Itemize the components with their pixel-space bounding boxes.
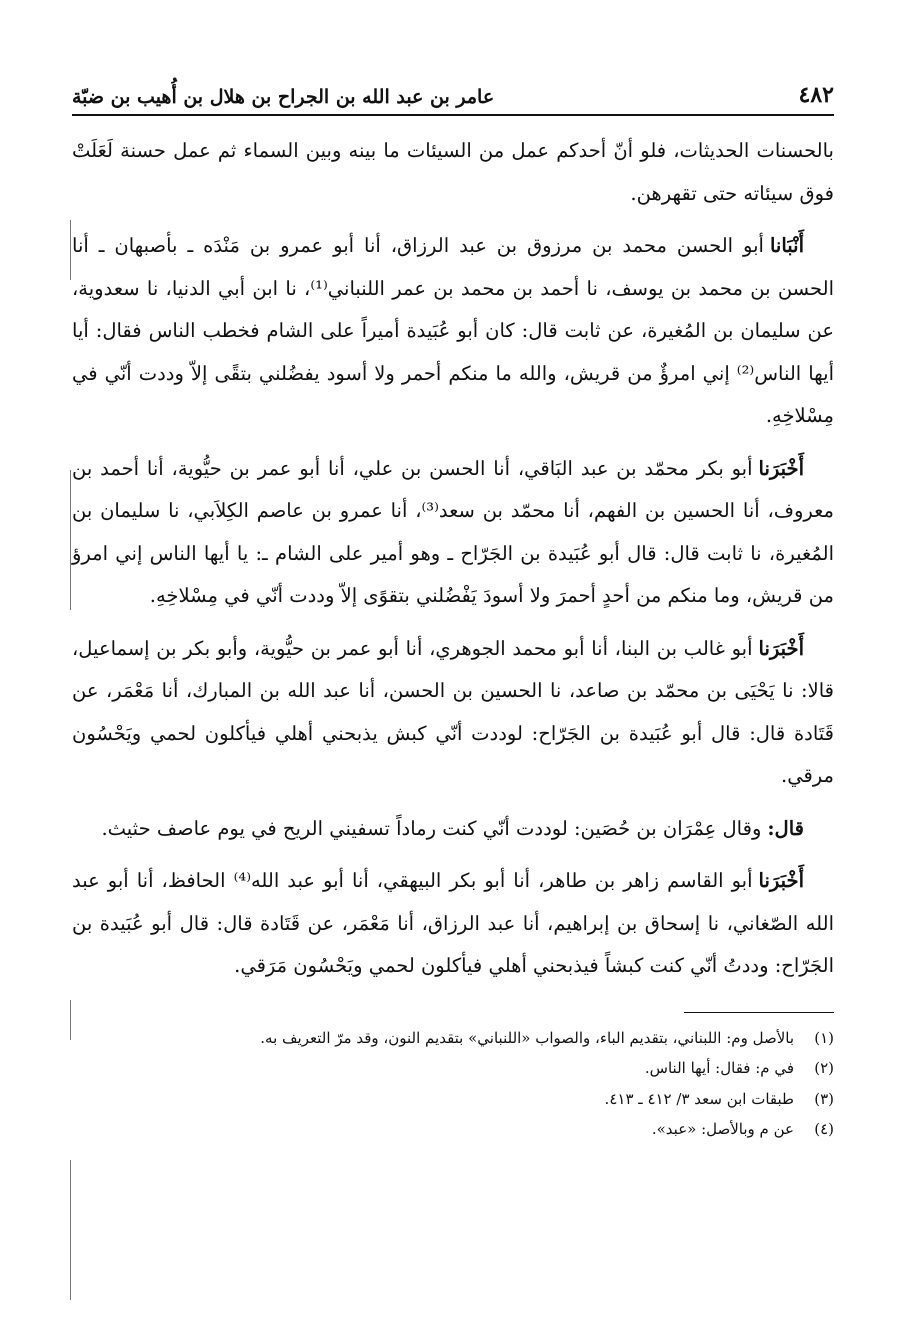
footnote-2-number: (٢)	[814, 1059, 834, 1077]
paragraph-4-text: أبو غالب بن البنا، أنا أبو محمد الجوهري، أنا أبو عمر بن حيُّوية، وأبو بكر بن إسماعيل، قالا: نا يَحْيَى بن محمّد بن صاعد، نا الحسين بن الحسن، أنا عبد الله بن المبارك، أنا مَعْمَر، عن قَتَادة قال: قال أبو عُبَيدة بن الجَرّاح: لوددت أنّي كبش يذبحني أهلي فيأكلون لحمي ويَحْسُون مرقي.	[72, 636, 834, 787]
running-title: عامر بن عبد الله بن الجراح بن هلال بن أُهيب بن ضبّة	[72, 86, 495, 108]
paragraph-4-lead: أَخْبَرَنا	[758, 636, 804, 660]
paragraph-5	[72, 808, 834, 851]
paragraph-3	[72, 448, 834, 618]
paragraph-3-text: أبو بكر محمّد بن عبد البَاقي، أنا الحسن بن علي، أنا أبو عمر بن حيُّوية، أنا أحمد بن معروف، أنا الحسين بن الفهم، أنا محمّد بن سعد⁽³⁾، أنا عمرو بن عاصم الكِلاَبي، نا سليمان بن المُغيرة، نا ثابت قال: قال أبو عُبَيدة بن الجَرّاح ـ وهو أمير على الشام ـ: يا أيها الناس إني امرؤ من قريش، وما منكم من أحدٍ أحمرَ ولا أسودَ يَفْضُلني بتقوًى إلاّ وددت أنّي في مِسْلاخِهِ.	[72, 456, 834, 607]
footnote-divider	[684, 1012, 834, 1013]
footnote-1	[72, 1023, 834, 1054]
paragraph-6-lead: أَخْبَرَنا	[758, 869, 804, 892]
footnote-4-text: عن م وبالأصل: «عبد».	[651, 1120, 794, 1138]
page-header	[72, 70, 834, 116]
paragraph-5-text: وقال عِمْرَان بن حُصَين: لوددت أنّي كنت رماداً تسفيني الريح في يوم عاصف حثيث.	[101, 816, 762, 840]
scan-margin-mark	[70, 220, 71, 280]
footnote-4	[72, 1114, 834, 1145]
body-text	[72, 130, 834, 988]
paragraph-5-lead: قال:	[767, 816, 804, 840]
paragraph-3-lead: أَخْبَرَنا	[758, 456, 804, 480]
page-number: ٤٨٢	[798, 82, 834, 108]
paragraph-2	[72, 225, 834, 438]
footnote-3-text: طبقات ابن سعد ٣/ ٤١٢ ـ ٤١٣.	[604, 1089, 794, 1108]
paragraph-2-text: أبو الحسن محمد بن مرزوق بن عبد الرزاق، أنا أبو عمرو بن مَنْدَه ـ بأصبهان ـ أنا الحسن بن محمد بن يوسف، نا أحمد بن محمد بن عمر اللنباني⁽¹⁾، نا ابن أبي الدنيا، نا سعدوية، عن سليمان بن المُغيرة، عن ثابت قال: كان أبو عُبَيدة أميراً على الشام فخطب الناس فقال: أيا أيها الناس⁽²⁾ إني امرؤٌ من قريش، والله ما منكم أحمر ولا أسود يفضُلني بتقًى إلاّ وددت أنّي في مِسْلاخِهِ.	[72, 234, 835, 427]
paragraph-1	[72, 130, 834, 215]
document-page	[72, 70, 834, 1310]
footnote-2	[72, 1053, 834, 1084]
footnote-1-text: بالأصل وم: اللبناني، بتقديم الباء، والصواب «اللنباني» بتقديم النون، وقد مرّ التعريف به.	[260, 1028, 794, 1047]
paragraph-4	[72, 628, 834, 798]
footnote-4-number: (٤)	[814, 1120, 834, 1138]
scan-margin-mark	[70, 470, 71, 610]
paragraph-6-text: أبو القاسم زاهر بن طاهر، أنا أبو بكر البيهقي، أنا أبو عبد الله⁽⁴⁾ الحافظ، أنا أبو عبد الله الصّغاني، نا إسحاق بن إبراهيم، أنا عبد الرزاق، أنا مَعْمَر، عن قَتَادة قال: قال أبو عُبَيدة بن الجَرّاح: وددتُ أنّي كنت كبشاً فيذبحني أهلي فيأكلون لحمي ويَحْسُون مَرَقي.	[72, 869, 834, 977]
footnote-2-text: في م: فقال: أيها الناس.	[644, 1059, 794, 1077]
paragraph-2-lead: أَنْبَانا	[769, 234, 804, 257]
footnote-3-number: (٣)	[814, 1089, 834, 1108]
scan-margin-mark	[70, 1000, 71, 1040]
footnotes	[72, 1023, 834, 1145]
footnote-1-number: (١)	[814, 1028, 834, 1047]
scan-margin-mark	[70, 1160, 71, 1300]
paragraph-1-text: بالحسنات الحديثات، فلو أنّ أحدكم عمل من السيئات ما بينه وبين السماء ثم عمل حسنة لَعَلَتْ فوق سيئاته حتى تقهرهن.	[72, 139, 834, 205]
paragraph-6	[72, 860, 834, 988]
footnote-3	[72, 1084, 834, 1115]
